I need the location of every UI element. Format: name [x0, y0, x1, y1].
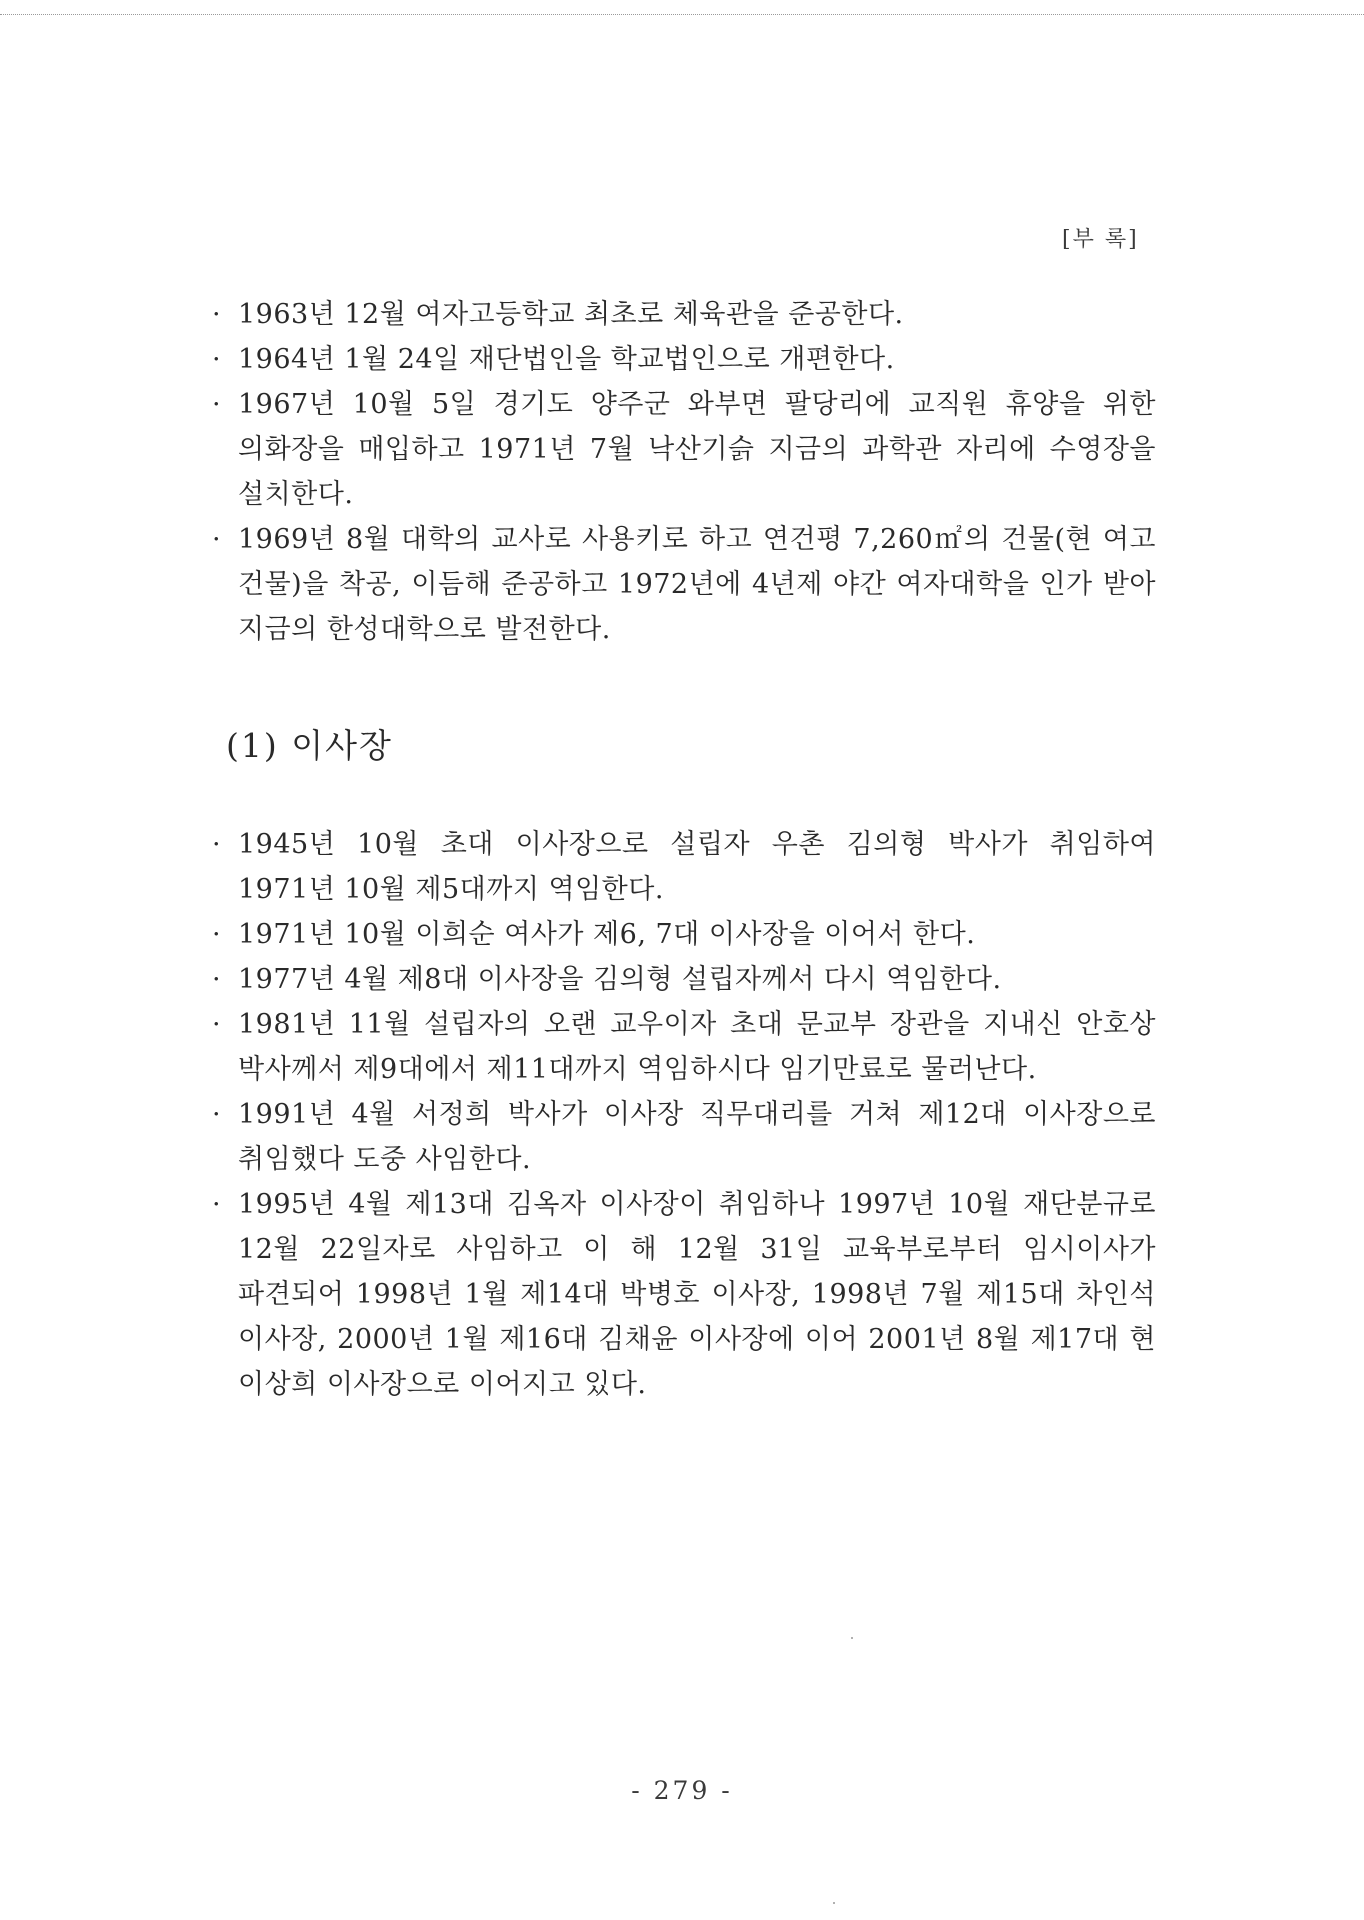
list-item-text: 1969년 8월 대학의 교사로 사용키로 하고 연건평 7,260㎡의 건물(현 여고 건물)을 착공, 이듬해 준공하고 1972년에 4년제 야간 여자대학을 인가 받아 지금의 한성대학으로 발전한다.: [238, 524, 1156, 645]
scan-edge-line: [0, 14, 1364, 15]
bullet-mark: ·: [212, 1189, 222, 1220]
list-item-text: 1977년 4월 제8대 이사장을 김의형 설립자께서 다시 역임한다.: [238, 964, 1002, 995]
list-item-text: 1981년 11월 설립자의 오랜 교우이자 초대 문교부 장관을 지내신 안호상 박사께서 제9대에서 제11대까지 역임하시다 임기만료로 물러난다.: [238, 1009, 1156, 1085]
list-item-text: 1995년 4월 제13대 김옥자 이사장이 취임하나 1997년 10월 재단분규로 12월 22일자로 사임하고 이 해 12월 31일 교육부로부터 임시이사가 파견되어 1998년 1월 제14대 박병호 이사장, 1998년 7월 제15대 차인석 이사장, 2000년 1월 제16대 김채윤 이사장에 이어 2001년 8월 제17대 현 이상희 이사장으로 이어지고 있다.: [238, 1189, 1156, 1400]
page-number: - 279 -: [631, 1776, 733, 1805]
list-item-text: 1945년 10월 초대 이사장으로 설립자 우촌 김의형 박사가 취임하여 1971년 10월 제5대까지 역임한다.: [238, 829, 1156, 905]
section-heading-chairman: (1) 이사장: [226, 726, 393, 765]
list-item: [210, 337, 1156, 382]
bullet-mark: ·: [212, 1099, 222, 1130]
bullet-mark: ·: [212, 524, 222, 555]
bullet-mark: ·: [212, 299, 222, 330]
bullet-mark: ·: [212, 964, 222, 995]
chairman-history-block: [210, 822, 1156, 1407]
list-item: [210, 382, 1156, 517]
list-item: [210, 1002, 1156, 1092]
bullet-mark: ·: [212, 829, 222, 860]
list-item-text: 1967년 10월 5일 경기도 양주군 와부면 팔당리에 교직원 휴양을 위한 의화장을 매입하고 1971년 7월 낙산기슭 지금의 과학관 자리에 수영장을 설치한다.: [238, 389, 1156, 510]
intro-bullet-list: [210, 292, 1156, 652]
list-item: [210, 1092, 1156, 1182]
bullet-mark: ·: [212, 344, 222, 375]
list-item-text: 1963년 12월 여자고등학교 최초로 체육관을 준공한다.: [238, 299, 904, 330]
list-item-text: 1991년 4월 서정희 박사가 이사장 직무대리를 거쳐 제12대 이사장으로 취임했다 도중 사임한다.: [238, 1099, 1156, 1175]
list-item: [210, 912, 1156, 957]
intro-history-block: [210, 292, 1156, 652]
appendix-header-tag: [부 록]: [1062, 227, 1139, 252]
list-item: [210, 822, 1156, 912]
list-item-text: 1971년 10월 이희순 여사가 제6, 7대 이사장을 이어서 한다.: [238, 919, 976, 950]
scan-speck: [851, 1637, 853, 1639]
bullet-mark: ·: [212, 389, 222, 420]
list-item-text: 1964년 1월 24일 재단법인을 학교법인으로 개편한다.: [238, 344, 895, 375]
list-item: [210, 957, 1156, 1002]
list-item: [210, 1182, 1156, 1407]
bullet-mark: ·: [212, 919, 222, 950]
list-item: [210, 517, 1156, 652]
chairman-bullet-list: [210, 822, 1156, 1407]
bullet-mark: ·: [212, 1009, 222, 1040]
scan-speck: [833, 1902, 835, 1904]
list-item: [210, 292, 1156, 337]
